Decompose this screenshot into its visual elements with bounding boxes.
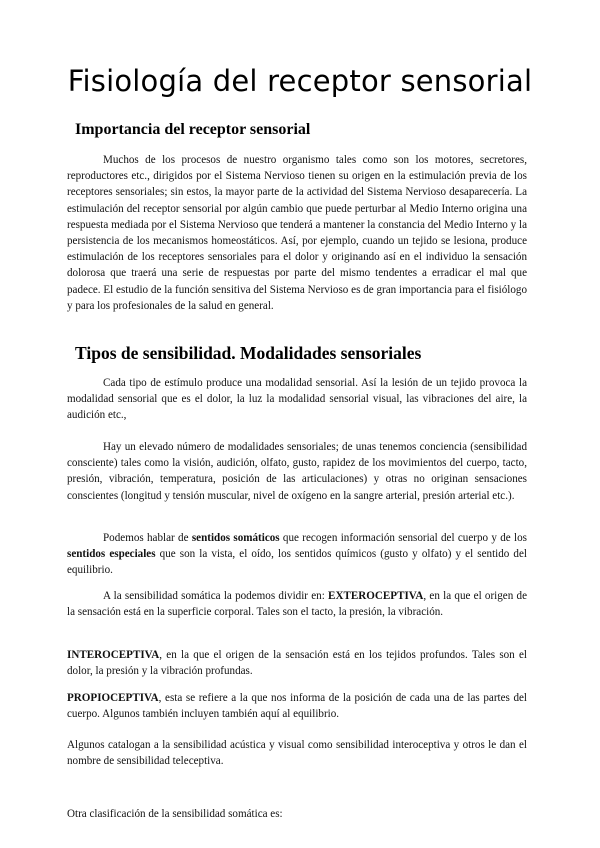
paragraph-modalidades-numero: Hay un elevado número de modalidades sensoriales; de unas tenemos conciencia (sensibilidad consciente) tales como la visión, audición, olfato, gusto, rapidez de los movimientos del cuerpo, tacto, presión, vibración, temperatura, posición de las articulaciones) y otras no originan sensaciones conscientes (longitud y tensión muscular, nivel de oxígeno en la sangre arterial, presión arterial etc.). xyxy=(67,441,527,502)
term-propioceptiva: PROPIOCEPTIVA xyxy=(67,692,159,704)
term-sentidos-especiales: sentidos especiales xyxy=(67,548,156,561)
paragraph-interoceptiva xyxy=(67,647,527,679)
paragraph-propioceptiva xyxy=(67,690,527,722)
term-exteroceptiva: EXTEROCEPTIVA xyxy=(328,590,424,602)
paragraph-importancia: Muchos de los procesos de nuestro organismo tales como son los motores, secretores, reproductores etc., dirigidos por el Sistema Nervioso tienen su origen en la estimulación previa de los receptores sensoriales; sin estos, la mayor parte de la actividad del Sistema Nervioso desaparecería. La estimulación del receptor sensorial por algún cambio que puede perturbar al Medio Interno origina una respuesta mediada por el Sistema Nervioso que tenderá a mantener la constancia del Medio Interno y la persistencia de los mecanismos homeostáticos. Así, por ejemplo, cuando un tejido se lesiona, produce estimulación de los receptores sensoriales para el dolor y originando así en el individuo la sensación dolorosa que traerá una serie de respuestas por parte del mismo tendentes a erradicar el mal que padece. El estudio de la función sensitiva del Sistema Nervioso es de gran importancia para el fisiólogo y para los profesionales de la salud en general. xyxy=(67,154,527,312)
text-span: que recogen información sensorial del cuerpo y de los xyxy=(279,532,527,544)
paragraph-otra-clasificacion: Otra clasificación de la sensibilidad somática es: xyxy=(67,808,283,820)
paragraph-sentidos xyxy=(67,530,527,579)
paragraph-modalidad: Cada tipo de estímulo produce una modalidad sensorial. Así la lesión de un tejido provoca la modalidad sensorial que es el dolor, la luz la modalidad sensorial visual, las vibraciones del aire, la audición etc., xyxy=(67,377,527,422)
section-heading-tipos: Tipos de sensibilidad. Modalidades sensoriales xyxy=(75,343,422,363)
text-span: Podemos hablar de xyxy=(103,532,192,544)
text-span: A la sensibilidad somática la podemos dividir en: xyxy=(103,590,329,602)
term-interoceptiva: INTEROCEPTIVA xyxy=(67,649,160,661)
term-sentidos-somaticos: sentidos somáticos xyxy=(191,532,280,544)
paragraph-exteroceptiva xyxy=(67,588,527,620)
text-span: , esta se refiere a la que nos informa de la posición de cada una de las partes del cuerpo. Algunos también incluyen también aquí al equilibrio. xyxy=(67,692,527,721)
text-span: , en la que el origen de la sensación está en la superficie corporal. Tales son el tacto, la presión, la vibración. xyxy=(67,590,527,619)
paragraph-teleceptiva: Algunos catalogan a la sensibilidad acústica y visual como sensibilidad interoceptiva y otros le dan el nombre de sensibilidad teleceptiva. xyxy=(67,739,527,768)
text-span: que son la vista, el oído, los sentidos químicos (gusto y olfato) y el sentido del equilibrio. xyxy=(67,548,527,577)
section-heading-importancia: Importancia del receptor sensorial xyxy=(75,121,311,138)
document-title: Fisiología del receptor sensorial xyxy=(67,64,533,98)
text-span: , en la que el origen de la sensación está en los tejidos profundos. Tales son el dolor, la presión y la vibración profundas. xyxy=(67,649,527,678)
